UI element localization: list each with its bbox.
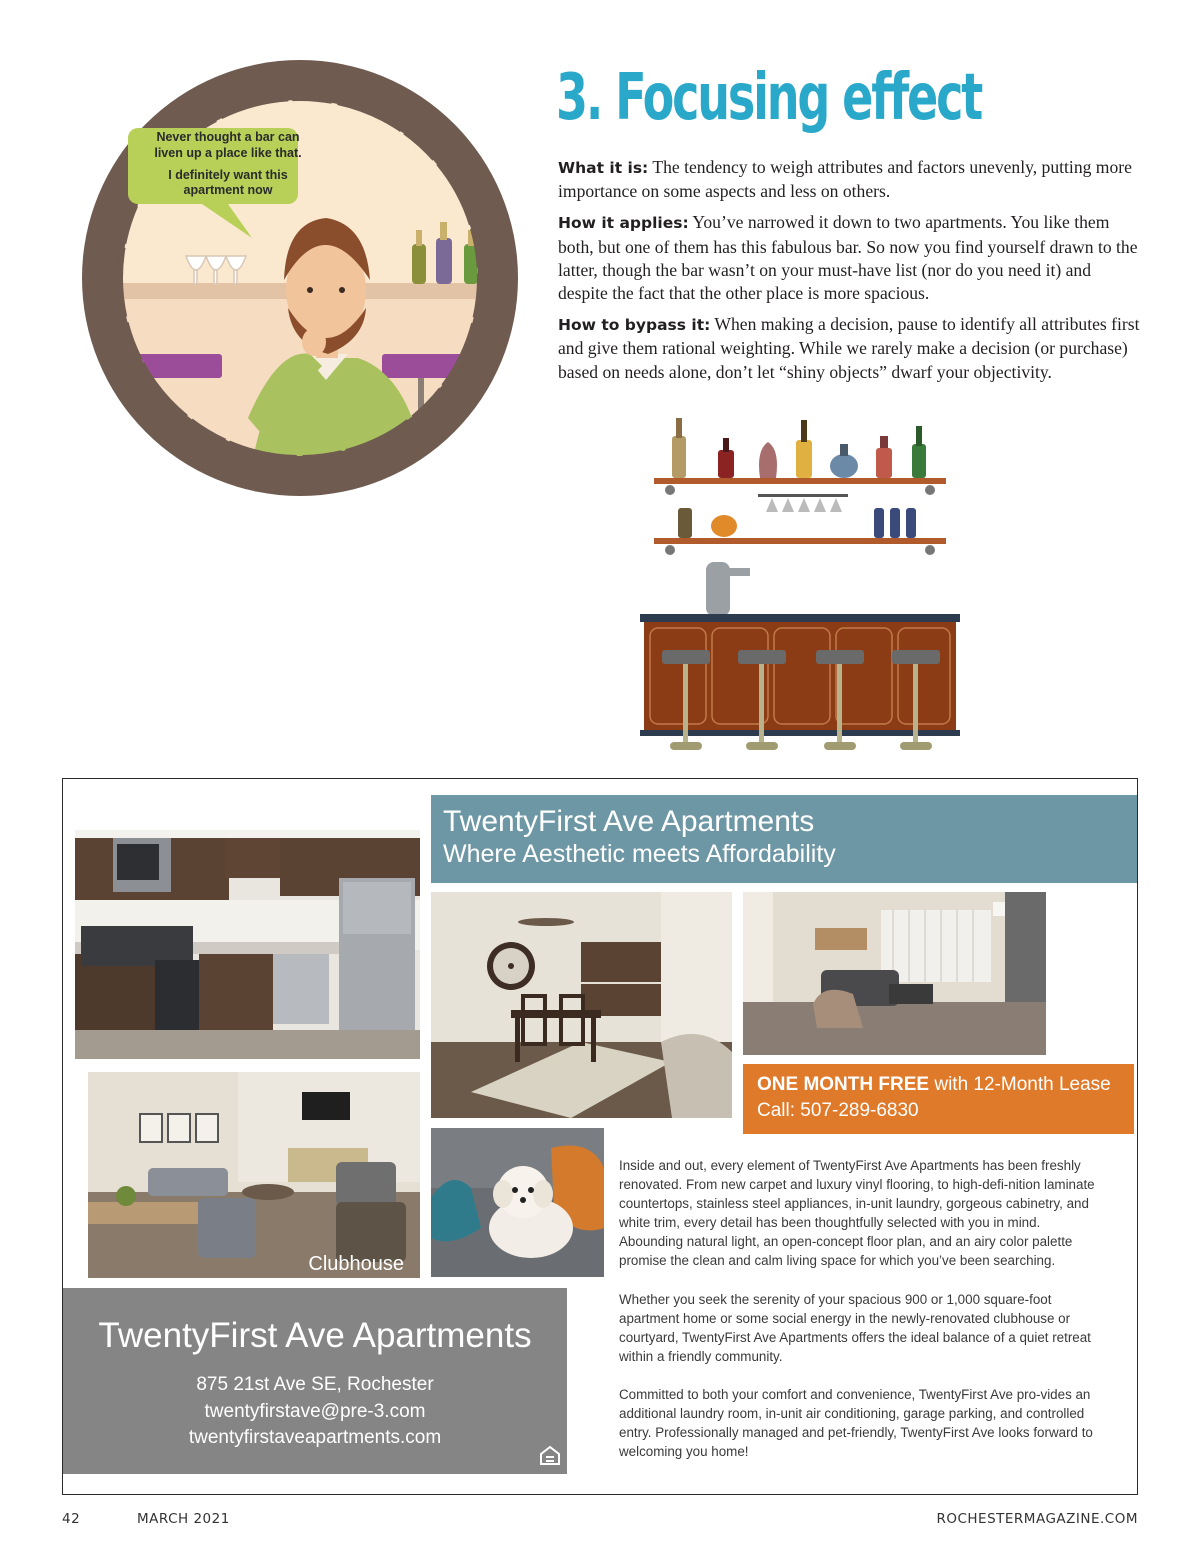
- contact-box: [63, 1288, 567, 1474]
- how-it-applies-label: How it applies:: [558, 214, 689, 233]
- what-it-is-paragraph: [558, 156, 1140, 203]
- man-at-bar-illustration: [78, 58, 524, 498]
- how-it-applies-paragraph: [558, 211, 1140, 305]
- what-it-is-text: The tendency to weigh attributes and factors unevenly, putting more importance on some aspects and less on others.: [558, 157, 1132, 202]
- living-room-photo: [743, 892, 1046, 1055]
- ad-header-subtitle: Where Aesthetic meets Affordability: [443, 840, 836, 868]
- speech-bubble-line-3: I definitely want this: [168, 168, 288, 182]
- pet-dog-photo: [431, 1128, 604, 1277]
- speech-bubble-line-2: liven up a place like that.: [154, 146, 302, 160]
- ad-body-copy: [619, 1156, 1105, 1480]
- magazine-website: ROCHESTERMAGAZINE.COM: [936, 1511, 1138, 1527]
- kitchen-photo: [75, 830, 420, 1059]
- contact-website: twentyfirstaveapartments.com: [188, 1427, 442, 1448]
- article-headline: 3. Focusing effect: [556, 61, 982, 135]
- ad-body-paragraph-1: Inside and out, every element of TwentyFirst Ave Apartments has been freshly renovated. From new carpet and luxury vinyl flooring, to high-defi-nition laminate countertops, stainless steel appliances, in-unit laundry, gorgeous cabinetry, and white trim, every detail has been thoughtfully selected with you in mind. Abounding natural light, an open-concept floor plan, and an airy color palette promise the clean and calm living space for which you’ve been searching.: [619, 1158, 1095, 1269]
- contact-email: twentyfirstave@pre-3.com: [204, 1400, 426, 1422]
- issue-date: MARCH 2021: [137, 1511, 230, 1527]
- page-number: 42: [62, 1511, 81, 1527]
- how-to-bypass-paragraph: [558, 313, 1140, 384]
- promo-offer: [757, 1072, 1120, 1098]
- promo-offer-rest: with 12-Month Lease: [929, 1074, 1111, 1095]
- contact-name: TwentyFirst Ave Apartments: [98, 1316, 532, 1355]
- bar-counter-illustration: [640, 414, 970, 754]
- clubhouse-photo: [88, 1072, 420, 1278]
- promo-offer-bold: ONE MONTH FREE: [757, 1074, 930, 1095]
- speech-bubble-line-4: apartment now: [183, 183, 273, 197]
- speech-bubble-line-1: Never thought a bar can: [156, 130, 300, 144]
- dining-room-photo: [431, 892, 732, 1118]
- promo-banner: [743, 1064, 1134, 1134]
- promo-phone: Call: 507-289-6830: [757, 1100, 919, 1121]
- how-to-bypass-text: When making a decision, pause to identify all attributes first and give them rational weighting. While we rarely make a decision (or purchase) based on needs alone, don’t let “shiny objects” dwarf your objectivity.: [558, 314, 1140, 382]
- article-body: [558, 156, 1140, 392]
- what-it-is-label: What it is:: [558, 159, 649, 177]
- how-it-applies-text: You’ve narrowed it down to two apartments. You like them both, but one of them has this fabulous bar. So now you find yourself drawn to the latter, though the bar wasn’t on your must-have list (nor do you need it) and despite the fact that the other place is more spacious.: [558, 212, 1138, 304]
- equal-housing-icon: [538, 1444, 562, 1468]
- how-to-bypass-label: How to bypass it:: [558, 316, 711, 335]
- contact-address: 875 21st Ave SE, Rochester: [196, 1374, 434, 1395]
- ad-body-paragraph-2: Whether you seek the serenity of your spacious 900 or 1,000 square-foot apartment home or some social energy in the newly-renovated clubhouse or courtyard, TwentyFirst Ave Apartments offers the ideal balance of a quiet retreat within a friendly community.: [619, 1291, 1091, 1364]
- ad-body-paragraph-3: Committed to both your comfort and convenience, TwentyFirst Ave pro-vides an additional laundry room, in-unit air conditioning, garage parking, and controlled entry. Professionally managed and pet-friendly, TwentyFirst Ave looks forward to welcoming you home!: [619, 1386, 1093, 1460]
- ad-header-banner: [431, 795, 1137, 883]
- ad-header-title: TwentyFirst Ave Apartments: [443, 805, 815, 838]
- clubhouse-caption: Clubhouse: [308, 1253, 404, 1275]
